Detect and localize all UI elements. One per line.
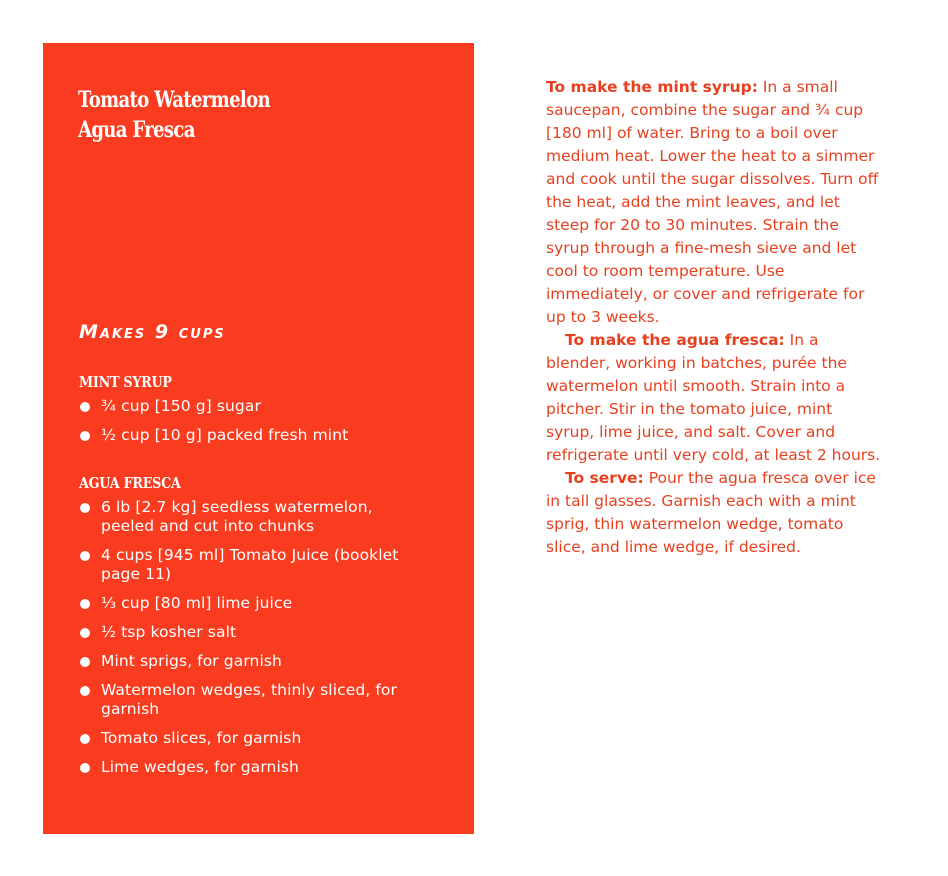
bullet-icon	[80, 734, 90, 744]
bullet-icon	[80, 431, 90, 441]
recipe-title	[78, 85, 270, 145]
ingredient-text: ⅓ cup [80 ml] lime juice	[101, 594, 293, 612]
method-step-lead: To serve:	[565, 469, 644, 487]
method-step-body: In a small saucepan, combine the sugar and ¾ cup [180 ml] of water. Bring to a boil over medium heat. Lower the heat to a simmer and cook until the sugar dissolves. Turn off the heat, add the mint leaves, and let steep for 20 to 30 minutes. Strain the syrup through a fine-mesh sieve and let cool to room temperature. Use immediately, or cover and refrigerate for up to 3 weeks.	[546, 78, 879, 326]
ingredient-text: ½ cup [10 g] packed fresh mint	[101, 426, 349, 444]
bullet-icon	[80, 402, 90, 412]
ingredient-list	[79, 498, 409, 777]
ingredient-text: ¾ cup [150 g] sugar	[101, 397, 261, 415]
method-step-body: In a blender, working in batches, purée the watermelon until smooth. Strain into a pitcher. Stir in the tomato juice, mint syrup, lime juice, and salt. Cover and refrigerate until very cold, at least 2 hours.	[546, 331, 881, 464]
bullet-icon	[80, 551, 90, 561]
ingredient-text: Mint sprigs, for garnish	[101, 652, 282, 670]
ingredient-text: Tomato slices, for garnish	[101, 729, 302, 747]
ingredient-group-agua-fresca	[79, 474, 409, 787]
method-step-body: Pour the agua fresca over ice in tall glasses. Garnish each with a mint sprig, thin watermelon wedge, tomato slice, and lime wedge, if desired.	[546, 469, 876, 556]
ingredient-group-title: AGUA FRESCA	[79, 474, 181, 492]
bullet-icon	[80, 628, 90, 638]
ingredient-text: 6 lb [2.7 kg] seedless watermelon, peeled and cut into chunks	[101, 498, 373, 535]
ingredient-item	[79, 758, 409, 777]
method-step-agua-fresca	[546, 329, 881, 467]
recipe-yield: Makes 9 cups	[79, 321, 226, 343]
bullet-icon	[80, 503, 90, 513]
bullet-icon	[80, 657, 90, 667]
recipe-title-line-2: Agua Fresca	[78, 117, 195, 143]
ingredient-text: ½ tsp kosher salt	[101, 623, 237, 641]
method-step-lead: To make the agua fresca:	[565, 331, 785, 349]
ingredients-panel	[43, 43, 474, 834]
ingredient-item	[79, 729, 409, 748]
ingredient-group-mint-syrup	[79, 373, 459, 455]
ingredient-item	[79, 498, 409, 536]
ingredient-item	[79, 652, 409, 671]
bullet-icon	[80, 599, 90, 609]
method-text	[546, 76, 881, 559]
bullet-icon	[80, 686, 90, 696]
method-step-serve	[546, 467, 881, 559]
ingredient-group-title: MINT SYRUP	[79, 373, 172, 391]
ingredient-text: 4 cups [945 ml] Tomato Juice (booklet page 11)	[101, 546, 399, 583]
ingredient-list	[79, 397, 459, 445]
method-step-lead: To make the mint syrup:	[546, 78, 758, 96]
method-step-mint-syrup	[546, 76, 881, 329]
ingredient-text: Lime wedges, for garnish	[101, 758, 299, 776]
ingredient-item	[79, 594, 409, 613]
ingredient-item	[79, 546, 409, 584]
ingredient-text: Watermelon wedges, thinly sliced, for garnish	[101, 681, 397, 718]
bullet-icon	[80, 763, 90, 773]
ingredient-item	[79, 426, 459, 445]
ingredient-item	[79, 623, 409, 642]
recipe-title-line-1: Tomato Watermelon	[78, 87, 270, 113]
ingredient-item	[79, 681, 409, 719]
ingredient-item	[79, 397, 459, 416]
